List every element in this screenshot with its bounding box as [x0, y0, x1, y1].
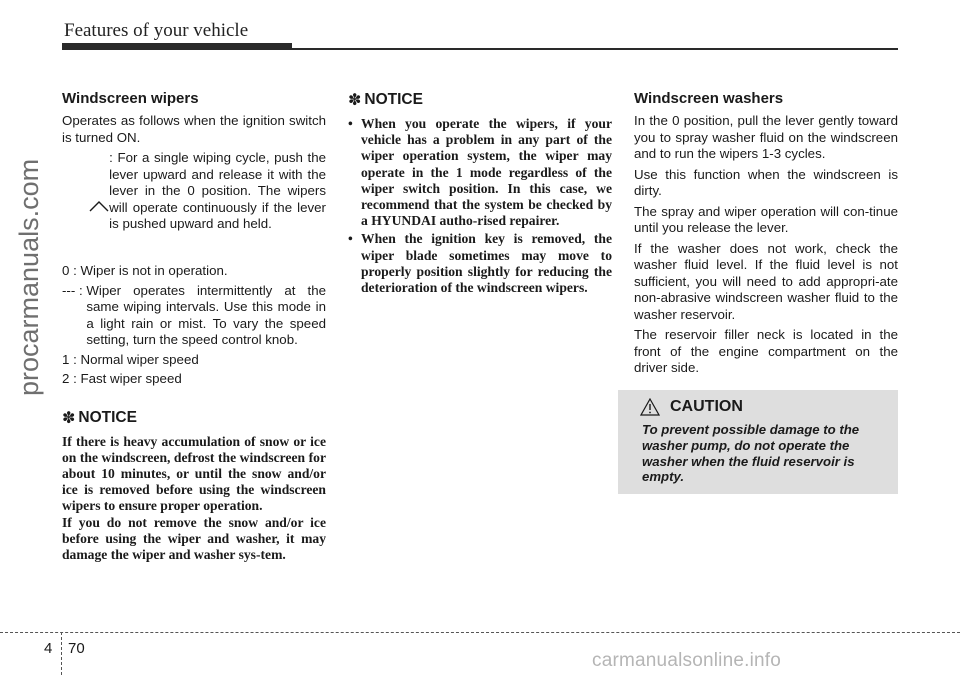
- notice-body-1: [62, 434, 326, 564]
- mode-key: --- :: [62, 282, 87, 298]
- washers-paragraph: Use this function when the windscreen is dirty.: [634, 166, 898, 198]
- chapter-number: 4: [44, 640, 53, 657]
- caution-text: To prevent possible damage to the washer pump, do not operate the washer when the fluid reservoir is empty.: [642, 422, 860, 485]
- list-item: • When the ignition key is removed, the wiper blade sometimes may move to properly position slightly for reducing the deterioration of the windscreen wipers.: [348, 231, 612, 296]
- footer-divider: [0, 632, 960, 633]
- mist-symbol: [62, 150, 109, 260]
- wiper-mode-mist: [62, 150, 326, 260]
- mode-description: Wiper operates intermittently at the same wiping intervals. Use this mode in a light rain or mist. To vary the speed setting, turn the speed control knob.: [86, 282, 326, 347]
- washers-paragraph: If the washer does not work, check the washer fluid level. If the fluid level is not sufficient, you will need to add appropri-ate non-abrasive windscreen washer fluid to the washer reservoir.: [634, 240, 898, 322]
- notice-asterisk-icon: ✽: [348, 92, 362, 109]
- warning-triangle-icon: [640, 398, 660, 416]
- wipers-intro: Operates as follows when the ignition switch is turned ON.: [62, 113, 326, 145]
- wiper-mode-off: [62, 263, 326, 280]
- washers-paragraph: The spray and wiper operation will con-tinue until you release the lever.: [634, 203, 898, 235]
- header-rule-thick: [62, 43, 292, 50]
- mode-description: Fast wiper speed: [80, 371, 182, 386]
- wipers-heading: Windscreen wipers: [62, 90, 199, 107]
- header-rule-thin: [292, 48, 898, 50]
- washers-paragraph: In the 0 position, pull the lever gently toward you to spray washer fluid on the windscreen and to run the wipers 1-3 cycles.: [634, 113, 898, 161]
- chevron-up-icon: [89, 167, 109, 179]
- notice-paragraph: If there is heavy accumulation of snow or ice on the windscreen, defrost the windscreen for about 10 minutes, or until the snow and/or ice is removed before using the windscreen wipers to ensure proper operation.: [62, 433, 326, 514]
- list-item: • When you operate the wipers, if your vehicle has a problem in any part of the wiper operation system, the wiper may operate in the 1 mode regardless of the wiper switch position. In this case, we recommend that the system be checked by a HYUNDAI autho-rised repairer.: [348, 116, 612, 229]
- caution-label: CAUTION: [670, 398, 743, 415]
- page-number: 70: [68, 640, 85, 657]
- washers-paragraph: The reservoir filler neck is located in the front of the engine compartment on the driver side.: [634, 327, 898, 375]
- notice-title: NOTICE: [364, 91, 423, 108]
- bottom-watermark: carmanualsonline.info: [592, 650, 782, 671]
- notice-title: NOTICE: [78, 408, 137, 426]
- mode-key: 2 :: [62, 371, 81, 386]
- caution-box: [618, 390, 898, 494]
- mode-key: 1 :: [62, 351, 81, 367]
- wiper-mode-normal: [62, 352, 326, 369]
- column-left: [62, 90, 326, 563]
- wiper-mode-intermittent: [62, 283, 326, 349]
- notice-asterisk-icon: ✽: [62, 409, 76, 427]
- page-header-title: Features of your vehicle: [64, 20, 249, 41]
- mode-description: Wiper is not in operation.: [80, 263, 228, 278]
- notice-bullet-list: [348, 116, 612, 296]
- notice-heading-2: [348, 90, 612, 110]
- caution-heading: [640, 398, 743, 416]
- wiper-mode-fast: [62, 371, 326, 388]
- mist-description: : For a single wiping cycle, push the lever upward and release it with the lever in the 0 position. The wipers will operate continuously if the lever is pushed upward and held.: [109, 150, 326, 231]
- washers-heading: Windscreen washers: [634, 90, 784, 107]
- notice-paragraph: If you do not remove the snow and/or ice before using the wiper and washer, it may damage the wiper and washer sys-tem.: [62, 514, 326, 562]
- column-middle: [348, 90, 612, 298]
- mode-key: 0 :: [62, 263, 81, 278]
- column-right: [634, 90, 898, 381]
- side-watermark: procarmanuals.com: [14, 158, 44, 396]
- footer-separator: [61, 632, 62, 675]
- mode-description: Normal wiper speed: [80, 351, 199, 367]
- notice-heading-1: [62, 408, 326, 428]
